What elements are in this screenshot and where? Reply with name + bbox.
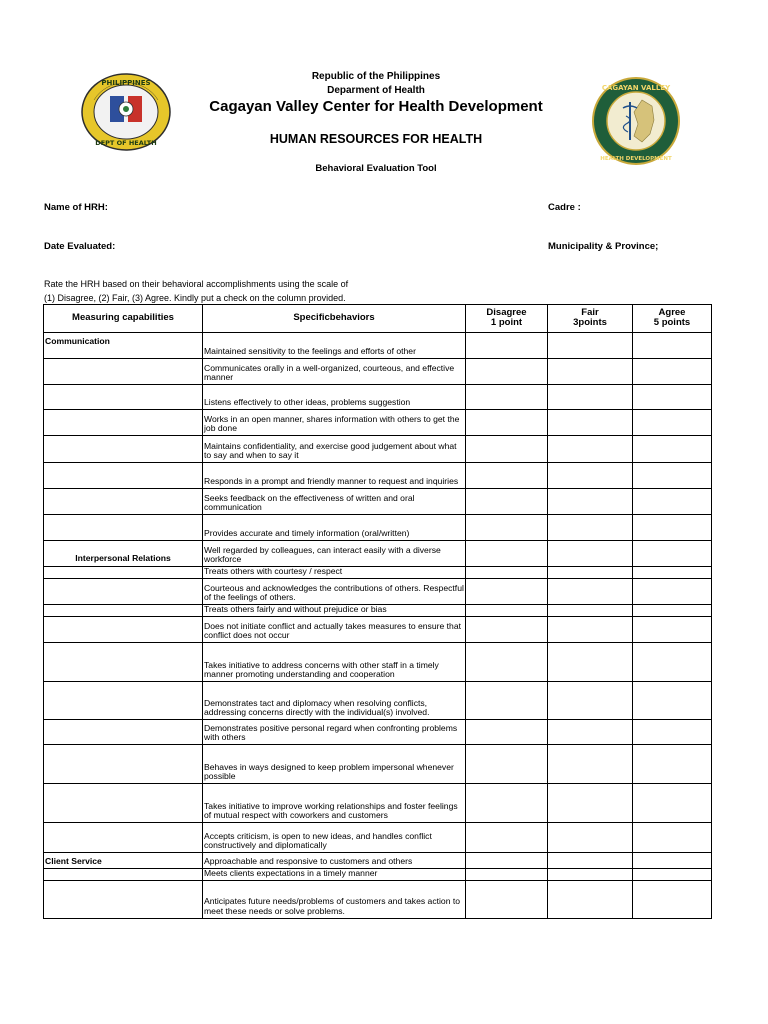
- fair-check-cell[interactable]: [548, 784, 633, 823]
- field-municipality-label: Municipality & Province;: [548, 241, 659, 252]
- disagree-check-cell[interactable]: [466, 880, 548, 918]
- agree-check-cell[interactable]: [633, 436, 712, 463]
- behavior-cell: Works in an open manner, shares information with others to get the job done: [203, 410, 466, 436]
- fair-check-cell[interactable]: [548, 643, 633, 682]
- header-disagree-points: 1 point: [490, 317, 523, 328]
- capability-cell: [44, 515, 203, 541]
- behavior-cell: Listens effectively to other ideas, problems suggestion: [203, 385, 466, 410]
- header-agree: [633, 305, 712, 333]
- fair-check-cell[interactable]: [548, 463, 633, 489]
- capability-cell: [44, 745, 203, 784]
- svg-text:HEALTH DEVELOPMENT: HEALTH DEVELOPMENT: [600, 156, 672, 162]
- cvchd-seal-logo: [590, 76, 682, 166]
- capability-cell: [44, 567, 203, 579]
- fair-check-cell[interactable]: [548, 682, 633, 720]
- capability-cell: [44, 605, 203, 617]
- fair-check-cell[interactable]: [548, 489, 633, 515]
- instructions-line-2: (1) Disagree, (2) Fair, (3) Agree. Kindly put a check on the column provided.: [44, 293, 346, 303]
- instructions-line-1: Rate the HRH based on their behavioral accomplishments using the scale of: [44, 279, 349, 289]
- table-row: [44, 682, 712, 720]
- fair-check-cell[interactable]: [548, 823, 633, 853]
- svg-text:PHILIPPINES: PHILIPPINES: [101, 79, 151, 87]
- fair-check-cell[interactable]: [548, 579, 633, 605]
- header-disagree: [466, 305, 548, 333]
- behavior-cell: Accepts criticism, is open to new ideas, and handles conflict constructively and diplomatically: [203, 823, 466, 853]
- disagree-check-cell[interactable]: [466, 682, 548, 720]
- behavior-cell: Maintained sensitivity to the feelings and efforts of other: [203, 333, 466, 359]
- agree-check-cell[interactable]: [633, 567, 712, 579]
- behavior-cell: Treats others fairly and without prejudice or bias: [203, 605, 466, 617]
- disagree-check-cell[interactable]: [466, 823, 548, 853]
- agree-check-cell[interactable]: [633, 617, 712, 643]
- evaluation-table-body: [44, 333, 712, 919]
- disagree-check-cell[interactable]: [466, 489, 548, 515]
- table-row: [44, 745, 712, 784]
- header-fair: [548, 305, 633, 333]
- capability-cell: [44, 617, 203, 643]
- disagree-check-cell[interactable]: [466, 359, 548, 385]
- behavior-cell: Courteous and acknowledges the contributions of others. Respectful of the feelings of others.: [203, 579, 466, 605]
- agree-check-cell[interactable]: [633, 868, 712, 880]
- capability-cell: [44, 682, 203, 720]
- disagree-check-cell[interactable]: [466, 567, 548, 579]
- table-row: [44, 436, 712, 463]
- table-row: [44, 385, 712, 410]
- table-row: [44, 567, 712, 579]
- capability-cell: Interpersonal Relations: [44, 541, 203, 567]
- disagree-check-cell[interactable]: [466, 720, 548, 745]
- header-disagree-label: Disagree: [486, 306, 527, 318]
- table-row: [44, 784, 712, 823]
- header-agree-points: 5 points: [653, 317, 691, 328]
- table-row: [44, 515, 712, 541]
- disagree-check-cell[interactable]: [466, 745, 548, 784]
- header-department: Deparment of Health: [327, 85, 425, 96]
- agree-check-cell[interactable]: [633, 853, 712, 869]
- agree-check-cell[interactable]: [633, 515, 712, 541]
- capability-cell: Communication: [44, 333, 203, 359]
- disagree-check-cell[interactable]: [466, 868, 548, 880]
- capability-cell: [44, 720, 203, 745]
- behavior-cell: Provides accurate and timely information (oral/written): [203, 515, 466, 541]
- table-row: [44, 880, 712, 918]
- header-program: HUMAN RESOURCES FOR HEALTH: [269, 132, 483, 146]
- header-agree-label: Agree: [658, 306, 686, 318]
- table-row: [44, 463, 712, 489]
- agree-check-cell[interactable]: [633, 489, 712, 515]
- field-cadre-label: Cadre :: [548, 202, 581, 213]
- agree-check-cell[interactable]: [633, 605, 712, 617]
- disagree-check-cell[interactable]: [466, 541, 548, 567]
- behavior-cell: Maintains confidentiality, and exercise good judgement about what to say and when to say it: [203, 436, 466, 463]
- header-fair-points: 3points: [573, 317, 607, 328]
- capability-cell: [44, 359, 203, 385]
- doh-seal-logo: [80, 72, 172, 152]
- agree-check-cell[interactable]: [633, 823, 712, 853]
- behavior-cell: Demonstrates tact and diplomacy when resolving conflicts, addressing concerns directly with the individual(s) involved.: [203, 682, 466, 720]
- capability-cell: [44, 823, 203, 853]
- table-row: [44, 720, 712, 745]
- agree-check-cell[interactable]: [633, 682, 712, 720]
- table-row: [44, 823, 712, 853]
- agree-check-cell[interactable]: [633, 579, 712, 605]
- capability-cell: [44, 410, 203, 436]
- agree-check-cell[interactable]: [633, 359, 712, 385]
- disagree-check-cell[interactable]: [466, 410, 548, 436]
- fair-check-cell[interactable]: [548, 359, 633, 385]
- capability-cell: [44, 784, 203, 823]
- header-fair-label: Fair: [581, 306, 599, 318]
- agree-check-cell[interactable]: [633, 880, 712, 918]
- fair-check-cell[interactable]: [548, 541, 633, 567]
- svg-text:CAGAYAN VALLEY: CAGAYAN VALLEY: [601, 84, 671, 92]
- agree-check-cell[interactable]: [633, 643, 712, 682]
- fair-check-cell[interactable]: [548, 410, 633, 436]
- field-name-label: Name of HRH:: [44, 202, 108, 213]
- fair-check-cell[interactable]: [548, 385, 633, 410]
- agree-check-cell[interactable]: [633, 410, 712, 436]
- fair-check-cell[interactable]: [548, 853, 633, 869]
- svg-text:DEPT OF HEALTH: DEPT OF HEALTH: [95, 139, 157, 147]
- agree-check-cell[interactable]: [633, 385, 712, 410]
- disagree-check-cell[interactable]: [466, 579, 548, 605]
- behavior-cell: Demonstrates positive personal regard when confronting problems with others: [203, 720, 466, 745]
- behavior-cell: Well regarded by colleagues, can interact easily with a diverse workforce: [203, 541, 466, 567]
- fair-check-cell[interactable]: [548, 515, 633, 541]
- capability-cell: [44, 385, 203, 410]
- fair-check-cell[interactable]: [548, 605, 633, 617]
- fair-check-cell[interactable]: [548, 868, 633, 880]
- behavior-cell: Anticipates future needs/problems of customers and takes action to meet these needs or solve problems.: [203, 880, 466, 918]
- disagree-check-cell[interactable]: [466, 853, 548, 869]
- header-center-title: Cagayan Valley Center for Health Development: [209, 98, 543, 115]
- capability-cell: [44, 463, 203, 489]
- behavior-cell: Takes initiative to address concerns with other staff in a timely manner promoting understanding and cooperation: [203, 643, 466, 682]
- disagree-check-cell[interactable]: [466, 333, 548, 359]
- behavior-cell: Seeks feedback on the effectiveness of written and oral communication: [203, 489, 466, 515]
- table-row: [44, 868, 712, 880]
- fair-check-cell[interactable]: [548, 567, 633, 579]
- table-row: [44, 605, 712, 617]
- behavior-cell: Communicates orally in a well-organized, courteous, and effective manner: [203, 359, 466, 385]
- disagree-check-cell[interactable]: [466, 385, 548, 410]
- header-behaviors: Specificbehaviors: [203, 305, 466, 333]
- field-date-label: Date Evaluated:: [44, 241, 116, 252]
- agree-check-cell[interactable]: [633, 720, 712, 745]
- header-tool-name: Behavioral Evaluation Tool: [315, 163, 437, 174]
- disagree-check-cell[interactable]: [466, 515, 548, 541]
- behavior-cell: Does not initiate conflict and actually takes measures to ensure that conflict does not occur: [203, 617, 466, 643]
- capability-cell: [44, 579, 203, 605]
- fair-check-cell[interactable]: [548, 880, 633, 918]
- disagree-check-cell[interactable]: [466, 463, 548, 489]
- table-row: [44, 617, 712, 643]
- evaluation-table: [43, 304, 712, 919]
- header-capabilities: Measuring capabilities: [44, 305, 203, 333]
- table-row: [44, 853, 712, 869]
- table-header-row: [44, 305, 712, 333]
- fair-check-cell[interactable]: [548, 333, 633, 359]
- table-row: [44, 359, 712, 385]
- disagree-check-cell[interactable]: [466, 643, 548, 682]
- fair-check-cell[interactable]: [548, 617, 633, 643]
- agree-check-cell[interactable]: [633, 333, 712, 359]
- behavior-cell: Treats others with courtesy / respect: [203, 567, 466, 579]
- agree-check-cell[interactable]: [633, 463, 712, 489]
- agree-check-cell[interactable]: [633, 541, 712, 567]
- disagree-check-cell[interactable]: [466, 784, 548, 823]
- table-row: [44, 541, 712, 567]
- behavior-cell: Meets clients expectations in a timely manner: [203, 868, 466, 880]
- behavior-cell: Approachable and responsive to customers and others: [203, 853, 466, 869]
- fair-check-cell[interactable]: [548, 745, 633, 784]
- capability-cell: Client Service: [44, 853, 203, 869]
- capability-cell: [44, 868, 203, 880]
- behavior-cell: Behaves in ways designed to keep problem impersonal whenever possible: [203, 745, 466, 784]
- agree-check-cell[interactable]: [633, 745, 712, 784]
- capability-cell: [44, 436, 203, 463]
- table-row: [44, 333, 712, 359]
- disagree-check-cell[interactable]: [466, 617, 548, 643]
- table-row: [44, 489, 712, 515]
- capability-cell: [44, 489, 203, 515]
- table-row: [44, 410, 712, 436]
- capability-cell: [44, 880, 203, 918]
- agree-check-cell[interactable]: [633, 784, 712, 823]
- capability-cell: [44, 643, 203, 682]
- fair-check-cell[interactable]: [548, 436, 633, 463]
- disagree-check-cell[interactable]: [466, 605, 548, 617]
- table-row: [44, 579, 712, 605]
- fair-check-cell[interactable]: [548, 720, 633, 745]
- header-republic: Republic of the Philippines: [311, 71, 441, 82]
- disagree-check-cell[interactable]: [466, 436, 548, 463]
- behavior-cell: Takes initiative to improve working relationships and foster feelings of mutual respect with coworkers and customers: [203, 784, 466, 823]
- table-row: [44, 643, 712, 682]
- behavior-cell: Responds in a prompt and friendly manner to request and inquiries: [203, 463, 466, 489]
